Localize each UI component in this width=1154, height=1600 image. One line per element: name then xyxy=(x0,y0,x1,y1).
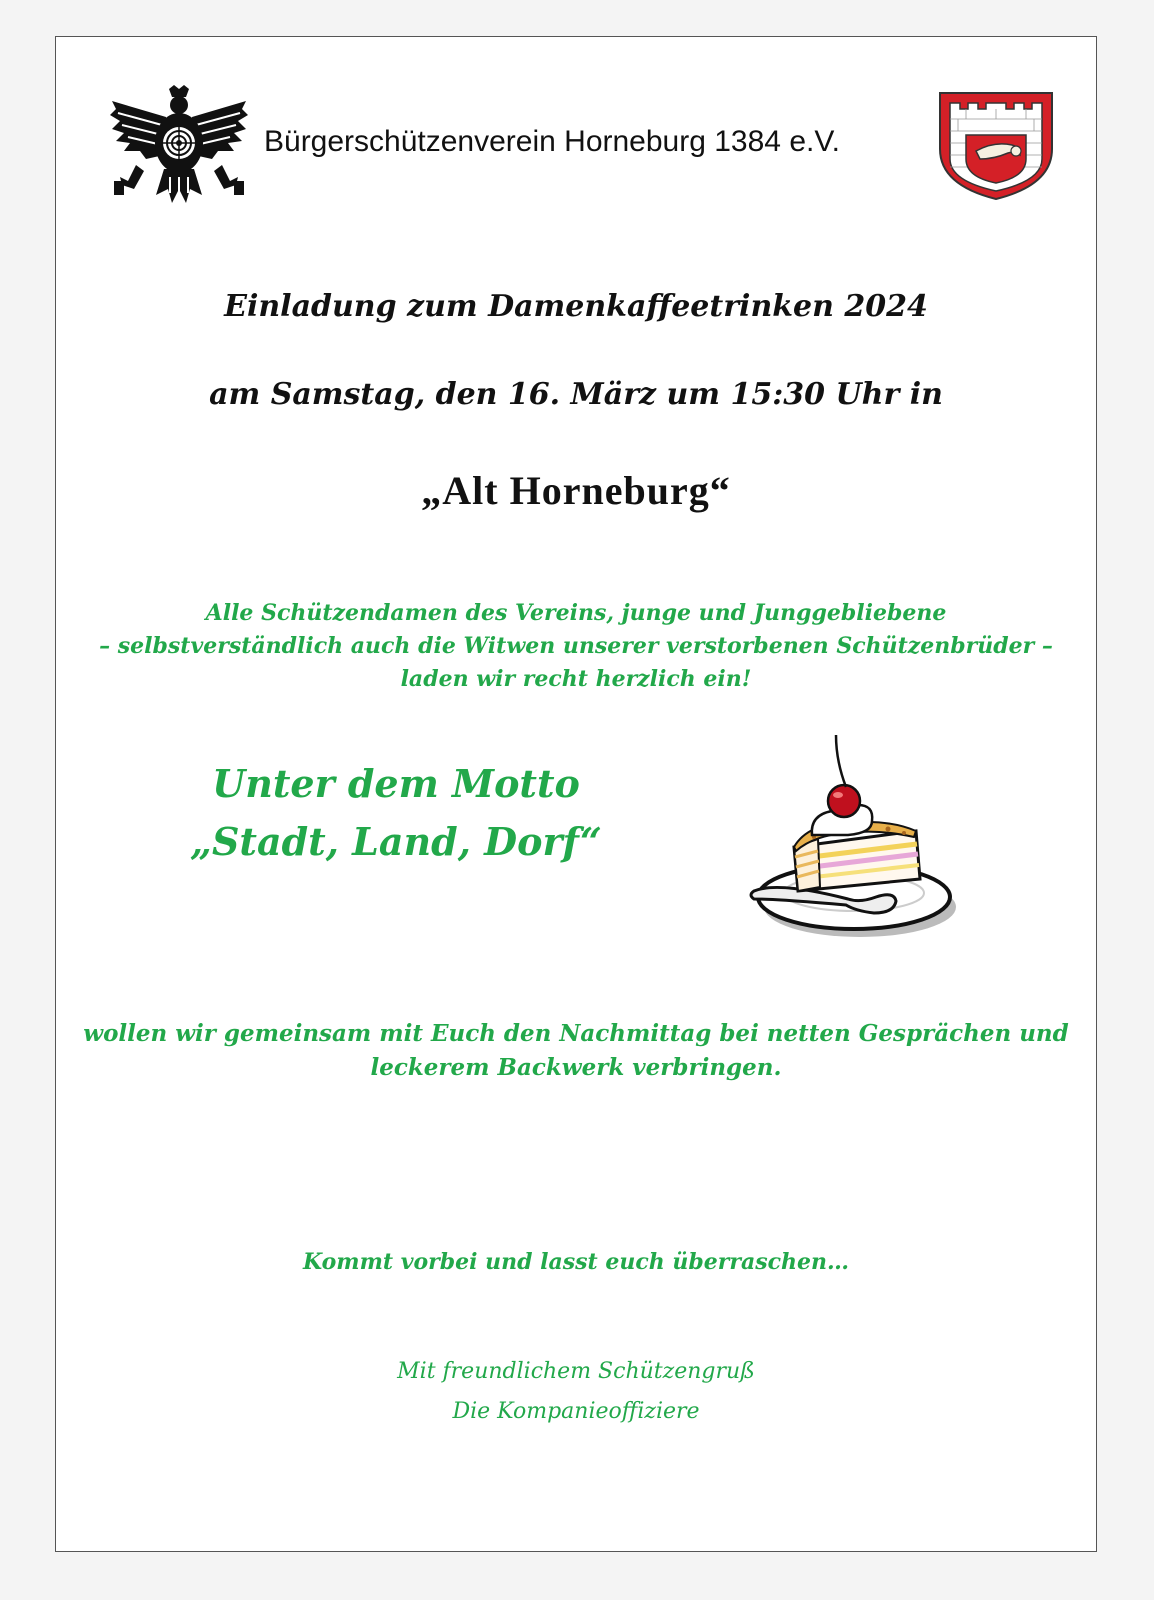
paragraph-line: Alle Schützendamen des Vereins, junge und Junggebliebene xyxy=(205,600,947,626)
invitation-page xyxy=(55,36,1097,1552)
paragraph-line: laden wir recht herzlich ein! xyxy=(400,666,752,692)
paragraph-line: wollen wir gemeinsam mit Euch den Nachmittag bei netten Gesprächen und xyxy=(83,1020,1069,1047)
motto-name: „Stadt, Land, Dorf“ xyxy=(190,819,602,864)
motto-heading: Unter dem Motto xyxy=(212,761,580,806)
signature-line: Die Kompanieoffiziere xyxy=(452,1399,700,1424)
invitation-paragraph xyxy=(56,597,1096,696)
paragraph-line: leckerem Backwerk verbringen. xyxy=(370,1054,782,1081)
horneburg-coat-of-arms-icon xyxy=(936,89,1056,201)
invitation-paragraph xyxy=(56,1017,1096,1085)
club-name: Bürgerschützenverein Horneburg 1384 e.V. xyxy=(264,125,840,158)
paragraph-line: – selbstverständlich auch die Witwen unserer verstorbenen Schützenbrüder – xyxy=(99,633,1053,659)
venue-name: „Alt Horneburg“ xyxy=(421,468,731,513)
eagle-target-emblem-icon xyxy=(106,85,252,207)
teaser-line: Kommt vorbei und lasst euch überraschen… xyxy=(303,1249,849,1275)
invitation-date-time: am Samstag, den 16. März um 15:30 Uhr in xyxy=(209,377,943,412)
closing-greeting: Mit freundlichem Schützengruß xyxy=(397,1359,755,1384)
invitation-title: Einladung zum Damenkaffeetrinken 2024 xyxy=(224,289,928,324)
cake-slice-icon xyxy=(748,731,960,951)
